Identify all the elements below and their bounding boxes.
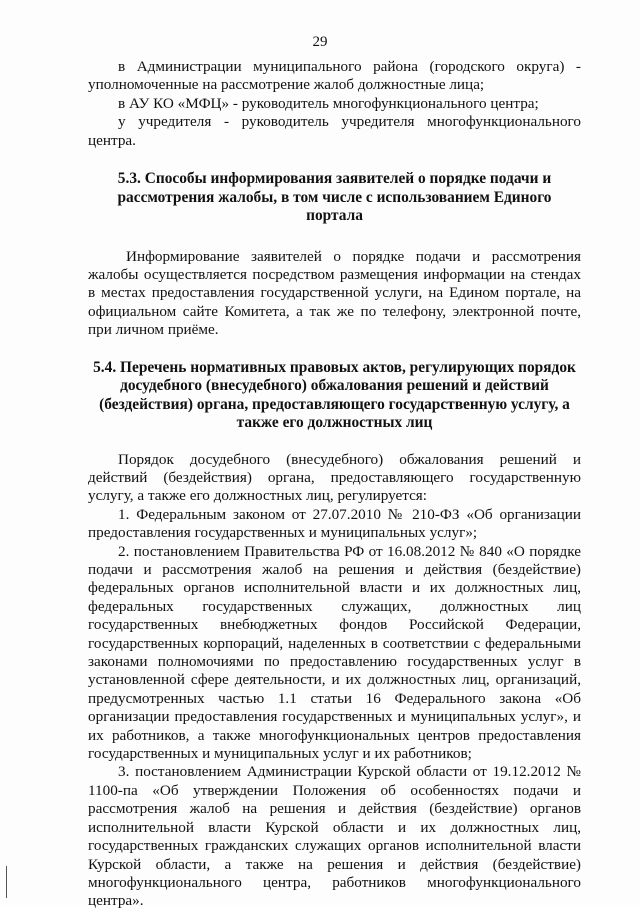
- section-5-3-heading: 5.3. Способы информирования заявителей о порядке подачи и рассмотрения жалобы, в том числе с использованием Единого портала: [117, 170, 552, 225]
- section-5-3-body: Информирование заявителей о порядке подачи и рассмотрения жалобы осуществляется посредством размещения информации на стендах в местах предоставления государственной услуги, на Едином портале, на официальном сайте Комитета, а так же по телефону, электронной почте, при личном приёме.: [88, 247, 581, 339]
- section-5-4-item-2: 2. постановлением Правительства РФ от 16.08.2012 № 840 «О порядке подачи и рассмотрения жалоб на решения и действия (бездействие) федеральных органов исполнительной власти и их должностных лиц, федеральных государственных служащих, должностных лиц государственных внебюджетных фондов Российской Федерации, государственных корпораций, наделенных в соответствии с федеральными законами полномочиями по предоставлению государственных услуг в установленной сфере деятельности, и их должностных лиц, организаций, предусмотренных частью 1.1 статьи 16 Федерального закона «Об организации предоставления государственных и муниципальных услуг», и их работников, а также многофункциональных центров предоставления государственных и муниципальных услуг и их работников;: [88, 542, 581, 763]
- section-5-4-heading: 5.4. Перечень нормативных правовых актов, регулирующих порядок досудебного (внесудебного) обжалования решений и действий (бездействия) органа, предоставляющего государственную услугу, а также его должностных лиц: [93, 358, 576, 432]
- section-5-4-item-1: 1. Федеральным законом от 27.07.2010 № 210-ФЗ «Об организации предоставления государственных и муниципальных услуг»;: [88, 505, 581, 542]
- paragraph-admin-district: в Администрации муниципального района (городского округа) - уполномоченные на рассмотрение жалоб должностные лица;: [88, 58, 581, 94]
- spacer: [88, 150, 581, 170]
- spacer: [88, 433, 581, 451]
- spacer: [88, 226, 581, 248]
- document-body: [88, 58, 581, 911]
- scan-margin-mark: [6, 866, 7, 898]
- page-number: 29: [312, 34, 328, 50]
- section-5-4-item-3: 3. постановлением Администрации Курской области от 19.12.2012 № 1100-па «Об утверждении Положения об особенностях подачи и рассмотрения жалоб на решения и действия (бездействие) органов исполнительной власти Курской области и их должностных лиц, государственных гражданских служащих органов исполнительной власти Курской области, а также на решения и действия (бездействие) многофункционального центра, работников многофункционального центра».: [88, 763, 581, 910]
- section-5-4-intro: Порядок досудебного (внесудебного) обжалования решений и действий (бездействия) органа, предоставляющего государственную услугу, а также его должностных лиц, регулируется:: [88, 450, 581, 505]
- paragraph-founder: у учредителя - руководитель учредителя многофункционального центра.: [88, 113, 581, 149]
- paragraph-mfc: в АУ КО «МФЦ» - руководитель многофункционального центра;: [118, 94, 539, 112]
- spacer: [88, 340, 581, 359]
